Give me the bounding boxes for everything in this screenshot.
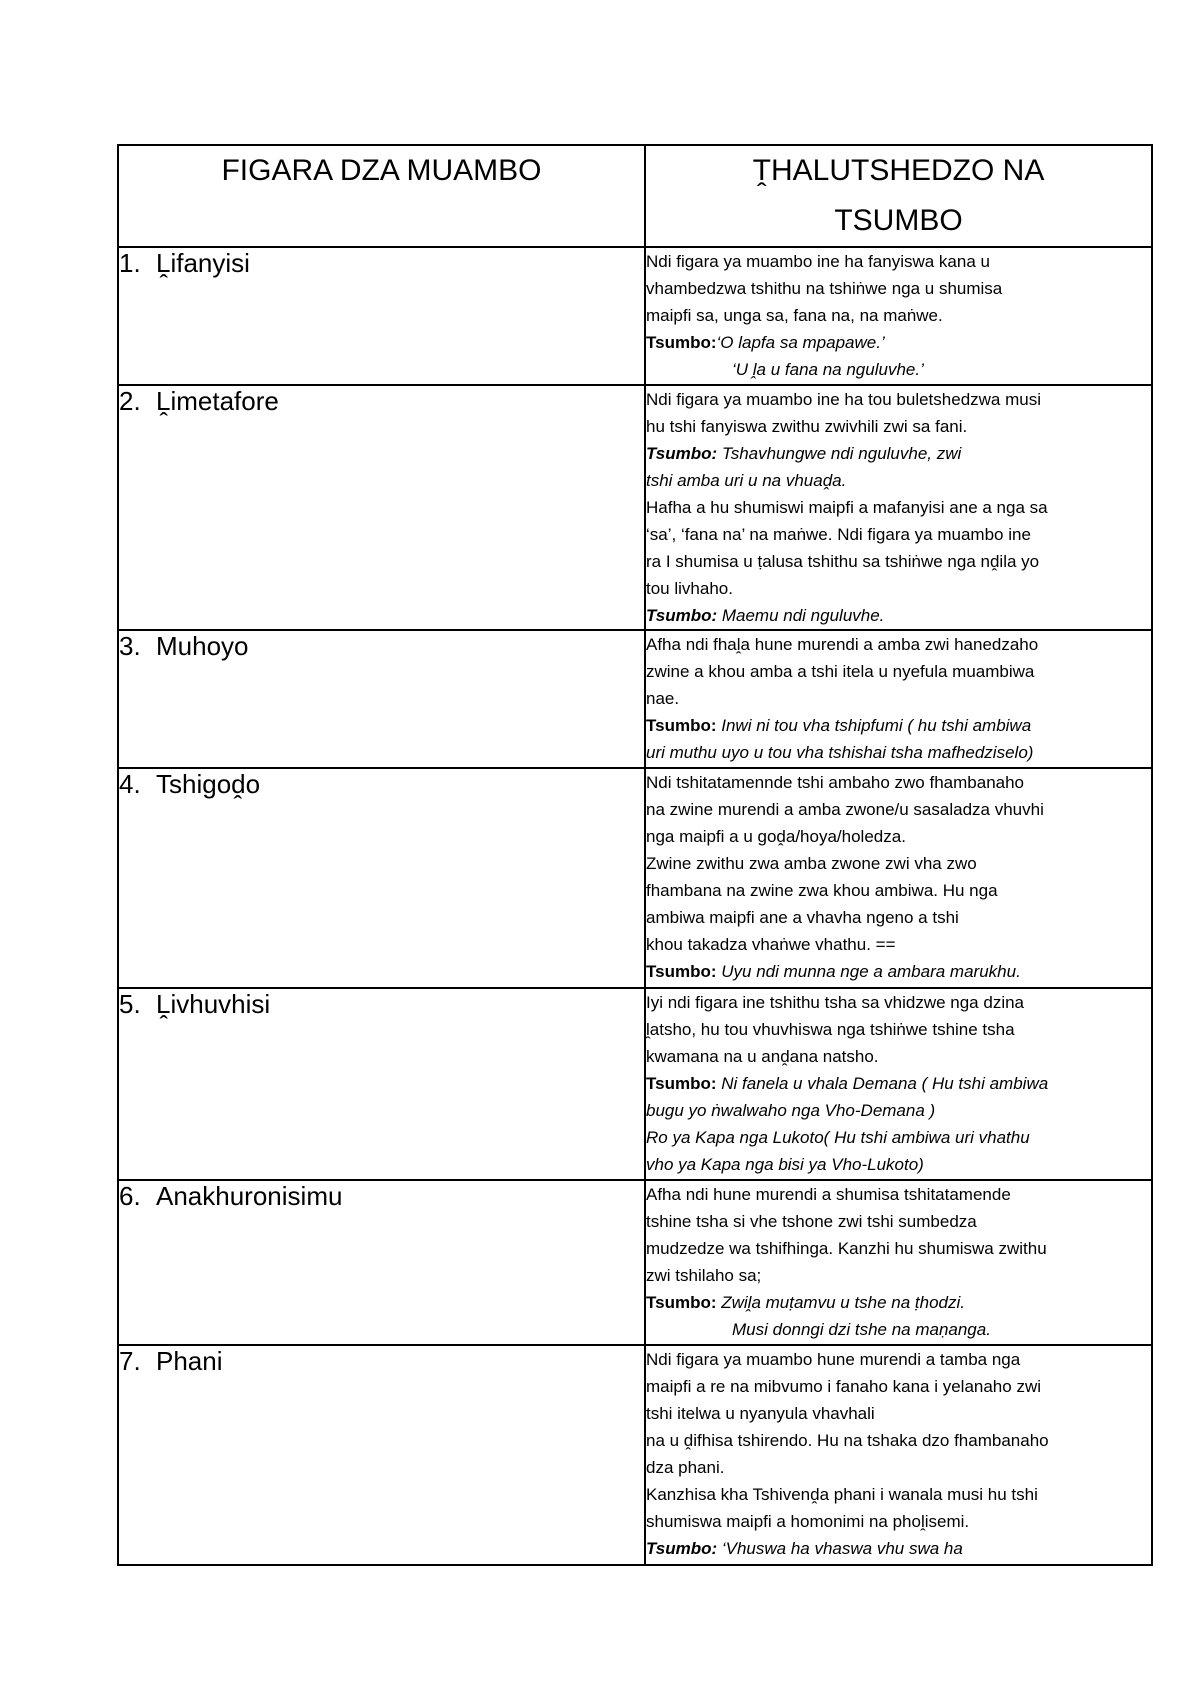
explanation-text: maipfi sa, unga sa, fana na, na maṅwe. [646, 306, 943, 325]
example-label: Tsumbo: [646, 606, 718, 625]
figure-term: Ḽivhuvhisi [156, 989, 271, 1019]
explanation-line [646, 521, 1151, 548]
explanation-text: zwi tshilaho sa; [646, 1266, 762, 1285]
figure-term-cell [118, 1180, 645, 1345]
example-text: ‘O lapfa sa mpapawe.’ [716, 333, 885, 352]
table-row [118, 247, 1152, 385]
explanation-text: zwine a khou amba a tshi itela u nyefula muambiwa [646, 662, 1035, 681]
explanation-text: Ndi figara ya muambo hune murendi a tamba nga [646, 1350, 1021, 1369]
explanation-text: khou takadza vhaṅwe vhathu. == [646, 935, 896, 954]
explanation-line [646, 631, 1151, 658]
explanation-line [646, 1262, 1151, 1289]
explanation-line [646, 1454, 1151, 1481]
explanation-text: Afha ndi hune murendi a shumisa tshitatamende [646, 1185, 1011, 1204]
figure-term-cell [118, 1345, 645, 1565]
explanation-text: Zwine zwithu zwa amba zwone zwi vha zwo [646, 854, 977, 873]
explanation-text: Ndi tshitatamennde tshi ambaho zwo fhambanaho [646, 773, 1025, 792]
example-text: Maemu ndi nguluvhe. [717, 606, 885, 625]
header-explanation [645, 145, 1152, 247]
explanation-line [646, 602, 1151, 629]
explanation-line [646, 1070, 1151, 1097]
explanation-text: shumiswa maipfi a homonimi na phoḽisemi. [646, 1512, 970, 1531]
example-label: Tsumbo: [646, 962, 717, 981]
explanation-line [646, 1346, 1151, 1373]
explanation-text: mudzedze wa tshifhinga. Kanzhi hu shumiswa zwithu [646, 1239, 1047, 1258]
explanation-text: ḽatsho, hu tou vhuvhiswa nga tshiṅwe tshine tsha [646, 1020, 1015, 1039]
explanation-line [646, 769, 1151, 796]
table-header-row [118, 145, 1152, 247]
table-row [118, 768, 1152, 988]
explanation-text: Ndi figara ya muambo ine ha tou buletshedzwa musi [646, 390, 1041, 409]
explanation-line [646, 575, 1151, 602]
explanation-text: vhambedzwa tshithu na tshiṅwe nga u shumisa [646, 279, 1003, 298]
explanation-text: nae. [646, 689, 680, 708]
figures-table [117, 144, 1153, 1566]
explanation-text: na zwine murendi a amba zwone/u sasaladza vhuvhi [646, 800, 1044, 819]
explanation-line [646, 685, 1151, 712]
explanation-text: fhambana na zwine zwa khou ambiwa. Hu nga [646, 881, 998, 900]
figure-explanation-cell [645, 1180, 1152, 1345]
example-label: Tsumbo: [646, 333, 717, 352]
figure-term-cell [118, 630, 645, 768]
explanation-line [646, 958, 1151, 985]
explanation-line [646, 1235, 1151, 1262]
explanation-line [646, 712, 1151, 739]
header-figures [118, 145, 645, 247]
figure-number: 6. [119, 1181, 141, 1211]
figure-term: Ḽimetafore [156, 386, 279, 416]
figure-term: Tshigoḓo [156, 769, 261, 799]
explanation-line [646, 1373, 1151, 1400]
explanation-text: nga maipfi a u goḓa/hoya/holedza. [646, 827, 906, 846]
explanation-line [646, 1316, 1151, 1343]
explanation-line [646, 248, 1151, 275]
figure-term: Ḽifanyisi [156, 248, 250, 278]
explanation-text: Hafha a hu shumiswi maipfi a mafanyisi ane a nga sa [646, 498, 1048, 517]
example-label: Tsumbo: [646, 1539, 718, 1558]
explanation-line [646, 1043, 1151, 1070]
figure-term-cell [118, 988, 645, 1180]
figure-number: 4. [119, 769, 141, 799]
explanation-line [646, 1208, 1151, 1235]
explanation-line [646, 1016, 1151, 1043]
header-explanation-line2: TSUMBO [834, 204, 963, 237]
explanation-line [646, 1400, 1151, 1427]
explanation-line [646, 877, 1151, 904]
example-text: Inwi ni tou vha tshipfumi ( hu tshi ambiwa [716, 716, 1032, 735]
explanation-text: ra I shumisa u ṭalusa tshithu sa tshiṅwe nga nḓila yo [646, 552, 1040, 571]
table-row [118, 988, 1152, 1180]
figure-explanation-cell [645, 1345, 1152, 1565]
figure-term-cell [118, 247, 645, 385]
table-row [118, 1180, 1152, 1345]
example-text: Musi donngi dzi tshe na maṇanga. [732, 1320, 991, 1339]
explanation-text: tshi itelwa u nyanyula vhavhali [646, 1404, 875, 1423]
example-text: vho ya Kapa nga bisi ya Vho-Lukoto) [646, 1155, 924, 1174]
explanation-line [646, 1124, 1151, 1151]
figure-explanation-cell [645, 988, 1152, 1180]
table-row [118, 630, 1152, 768]
table-row [118, 1345, 1152, 1565]
example-label: Tsumbo: [646, 716, 717, 735]
explanation-line [646, 904, 1151, 931]
figure-term: Phani [156, 1346, 223, 1376]
example-label: Tsumbo: [646, 1293, 717, 1312]
figure-term: Muhoyo [156, 631, 249, 661]
explanation-line [646, 850, 1151, 877]
example-text: bugu yo ṅwalwaho nga Vho-Demana ) [646, 1101, 936, 1120]
explanation-line [646, 1535, 1151, 1562]
figure-term-cell [118, 768, 645, 988]
explanation-text: tou livhaho. [646, 579, 733, 598]
example-label: Tsumbo: [646, 444, 718, 463]
figure-term-cell [118, 385, 645, 630]
explanation-line [646, 739, 1151, 766]
header-figures-label: FIGARA DZA MUAMBO [221, 154, 542, 187]
explanation-text: na u ḓifhisa tshirendo. Hu na tshaka dzo fhambanaho [646, 1431, 1049, 1450]
explanation-text: Iyi ndi figara ine tshithu tsha sa vhidzwe nga dzina [646, 993, 1025, 1012]
figure-number: 1. [119, 248, 141, 278]
figure-number: 3. [119, 631, 141, 661]
explanation-text: Ndi figara ya muambo ine ha fanyiswa kana u [646, 252, 990, 271]
figure-term: Anakhuronisimu [156, 1181, 343, 1211]
figure-number: 5. [119, 989, 141, 1019]
example-text: Ro ya Kapa nga Lukoto( Hu tshi ambiwa uri vhathu [646, 1128, 1030, 1147]
figure-number: 2. [119, 386, 141, 416]
figure-explanation-cell [645, 385, 1152, 630]
explanation-line [646, 1097, 1151, 1124]
explanation-text: kwamana na u anḓana natsho. [646, 1047, 879, 1066]
example-text: tshi amba uri u na vhuaḓa. [646, 471, 847, 490]
explanation-text: dza phani. [646, 1458, 725, 1477]
explanation-line [646, 386, 1151, 413]
example-text: Uyu ndi munna nge a ambara marukhu. [716, 962, 1021, 981]
example-text: ‘U ḽa u fana na nguluvhe.’ [732, 360, 924, 379]
example-text: Tshavhungwe ndi nguluvhe, zwi [717, 444, 962, 463]
table-row [118, 385, 1152, 630]
explanation-line [646, 1481, 1151, 1508]
explanation-text: hu tshi fanyiswa zwithu zwivhili zwi sa fani. [646, 417, 968, 436]
explanation-line [646, 658, 1151, 685]
header-explanation-line1: ṰHALUTSHEDZO NA [752, 154, 1045, 187]
explanation-line [646, 494, 1151, 521]
explanation-line [646, 823, 1151, 850]
explanation-line [646, 467, 1151, 494]
explanation-line [646, 440, 1151, 467]
example-text: Ni fanela u vhala Demana ( Hu tshi ambiwa [716, 1074, 1049, 1093]
figure-explanation-cell [645, 630, 1152, 768]
explanation-text: Kanzhisa kha Tshivenḓa phani i wanala musi hu tshi [646, 1485, 1038, 1504]
explanation-line [646, 1508, 1151, 1535]
explanation-line [646, 302, 1151, 329]
explanation-line [646, 931, 1151, 958]
figure-explanation-cell [645, 768, 1152, 988]
explanation-line [646, 1181, 1151, 1208]
explanation-line [646, 329, 1151, 356]
figure-number: 7. [119, 1346, 141, 1376]
explanation-text: ambiwa maipfi ane a vhavha ngeno a tshi [646, 908, 959, 927]
explanation-line [646, 413, 1151, 440]
example-label: Tsumbo: [646, 1074, 717, 1093]
explanation-line [646, 989, 1151, 1016]
explanation-text: tshine tsha si vhe tshone zwi tshi sumbedza [646, 1212, 977, 1231]
example-text: ‘Vhuswa ha vhaswa vhu swa ha [717, 1539, 963, 1558]
explanation-line [646, 275, 1151, 302]
explanation-line [646, 1427, 1151, 1454]
explanation-line [646, 548, 1151, 575]
explanation-line [646, 356, 1151, 383]
figure-explanation-cell [645, 247, 1152, 385]
example-text: Zwiḽa muṭamvu u tshe na ṭhodzi. [716, 1293, 966, 1312]
example-text: uri muthu uyo u tou vha tshishai tsha mafhedziselo) [646, 743, 1034, 762]
explanation-line [646, 1289, 1151, 1316]
explanation-line [646, 796, 1151, 823]
explanation-line [646, 1151, 1151, 1178]
explanation-text: Afha ndi fhaḽa hune murendi a amba zwi hanedzaho [646, 635, 1039, 654]
explanation-text: ‘sa’, ‘fana na’ na maṅwe. Ndi figara ya muambo ine [646, 525, 1031, 544]
explanation-text: maipfi a re na mibvumo i fanaho kana i yelanaho zwi [646, 1377, 1041, 1396]
